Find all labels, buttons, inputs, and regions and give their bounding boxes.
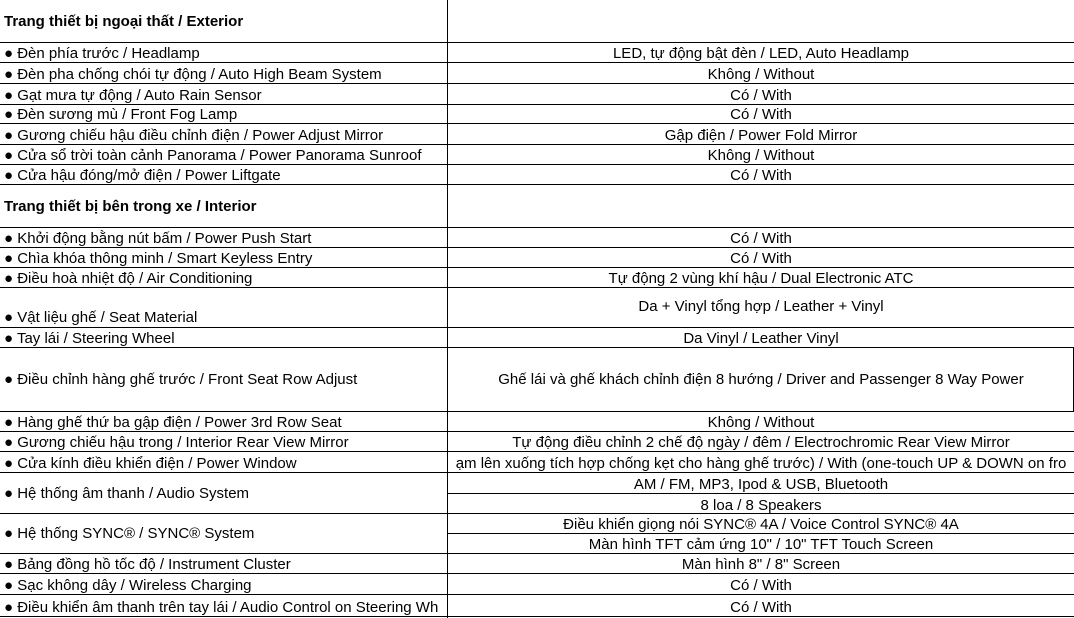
table-row [0,432,1074,452]
table-row [0,412,1074,432]
row-label: ● Bảng đồng hồ tốc độ / Instrument Cluster [4,556,291,573]
row-value-secondary: Màn hình TFT cảm ứng 10" / 10" TFT Touch Screen [588,536,934,553]
row-label: ● Đèn pha chống chói tự động / Auto High Beam System [4,66,382,83]
row-value: Có / With [730,167,792,184]
table-row [0,452,1074,473]
row-value: Có / With [730,106,792,123]
table-row [0,84,1074,105]
row-label: ● Chìa khóa thông minh / Smart Keyless Entry [4,250,313,267]
table-row [0,595,1074,617]
row-label: ● Hàng ghế thứ ba gập điện / Power 3rd Row Seat [4,414,342,431]
row-label: ● Điều hoà nhiệt độ / Air Conditioning [4,270,253,287]
table-row [0,43,1074,63]
table-row [0,514,1074,554]
row-label: ● Điều khiển âm thanh trên tay lái / Audio Control on Steering Wh [4,599,439,616]
section-header-exterior [0,0,1074,43]
row-value: ạm lên xuống tích hợp chống kẹt cho hàng ghế trước) / With (one-touch UP & DOWN on fro [455,455,1067,472]
table-row [0,554,1074,574]
table-row [0,105,1074,124]
row-value: Có / With [730,230,792,247]
section-header-interior [0,185,1074,228]
table-row [0,328,1074,348]
row-value: Điều khiển giọng nói SYNC® 4A / Voice Control SYNC® 4A [563,516,959,533]
row-value: Có / With [730,250,792,267]
row-value: Có / With [730,87,792,104]
row-label: ● Gương chiếu hậu trong / Interior Rear View Mirror [4,434,349,451]
row-value: Không / Without [707,66,815,83]
section-title: Trang thiết bị bên trong xe / Interior [4,197,257,215]
table-row [0,248,1074,268]
row-value: LED, tự động bật đèn / LED, Auto Headlamp [612,45,910,62]
row-value: Không / Without [707,147,815,164]
row-value: Có / With [730,577,792,594]
row-value: Ghế lái và ghế khách chỉnh điện 8 hướng / Driver and Passenger 8 Way Power [498,371,1024,388]
row-label: ● Cửa kính điều khiển điện / Power Window [4,455,297,472]
row-value: Màn hình 8" / 8" Screen [681,556,841,573]
row-label: ● Đèn sương mù / Front Fog Lamp [4,106,238,123]
table-row [0,165,1074,185]
row-value: AM / FM, MP3, Ipod & USB, Bluetooth [633,476,889,493]
row-label: ● Điều chỉnh hàng ghế trước / Front Seat Row Adjust [4,371,358,388]
row-value: Gập điện / Power Fold Mirror [664,127,858,144]
row-value: Tự động 2 vùng khí hậu / Dual Electronic ATC [608,270,914,287]
row-value: Da + Vinyl tổng hợp / Leather + Vinyl [638,298,884,315]
row-label: ● Gạt mưa tự động / Auto Rain Sensor [4,87,262,104]
row-value: Không / Without [707,414,815,431]
table-row [0,288,1074,328]
table-row [0,63,1074,84]
table-row [0,268,1074,288]
row-label: ● Sạc không dây / Wireless Charging [4,577,252,594]
row-label: ● Hệ thống SYNC® / SYNC® System [4,525,255,542]
table-row [0,228,1074,248]
section-title: Trang thiết bị ngoại thất / Exterior [4,12,244,30]
table-row [0,473,1074,514]
row-label: ● Gương chiếu hậu điều chỉnh điện / Power Adjust Mirror [4,127,384,144]
row-label: ● Hệ thống âm thanh / Audio System [4,484,250,502]
row-label: ● Đèn phía trước / Headlamp [4,45,200,62]
row-label: ● Khởi động bằng nút bấm / Power Push Start [4,230,312,247]
row-value: Tự động điều chỉnh 2 chế độ ngày / đêm / Electrochromic Rear View Mirror [512,434,1010,451]
row-label: ● Tay lái / Steering Wheel [4,330,175,347]
row-value: Có / With [730,599,792,616]
table-row [0,574,1074,595]
table-row [0,145,1074,165]
row-label: ● Cửa hậu đóng/mở điện / Power Liftgate [4,167,281,184]
row-label: ● Vật liệu ghế / Seat Material [4,309,198,326]
row-label: ● Cửa sổ trời toàn cảnh Panorama / Power Panorama Sunroof [4,147,422,164]
table-row [0,124,1074,145]
row-value-secondary: 8 loa / 8 Speakers [700,497,822,514]
row-value: Da Vinyl / Leather Vinyl [683,330,839,347]
table-row [0,348,1074,412]
